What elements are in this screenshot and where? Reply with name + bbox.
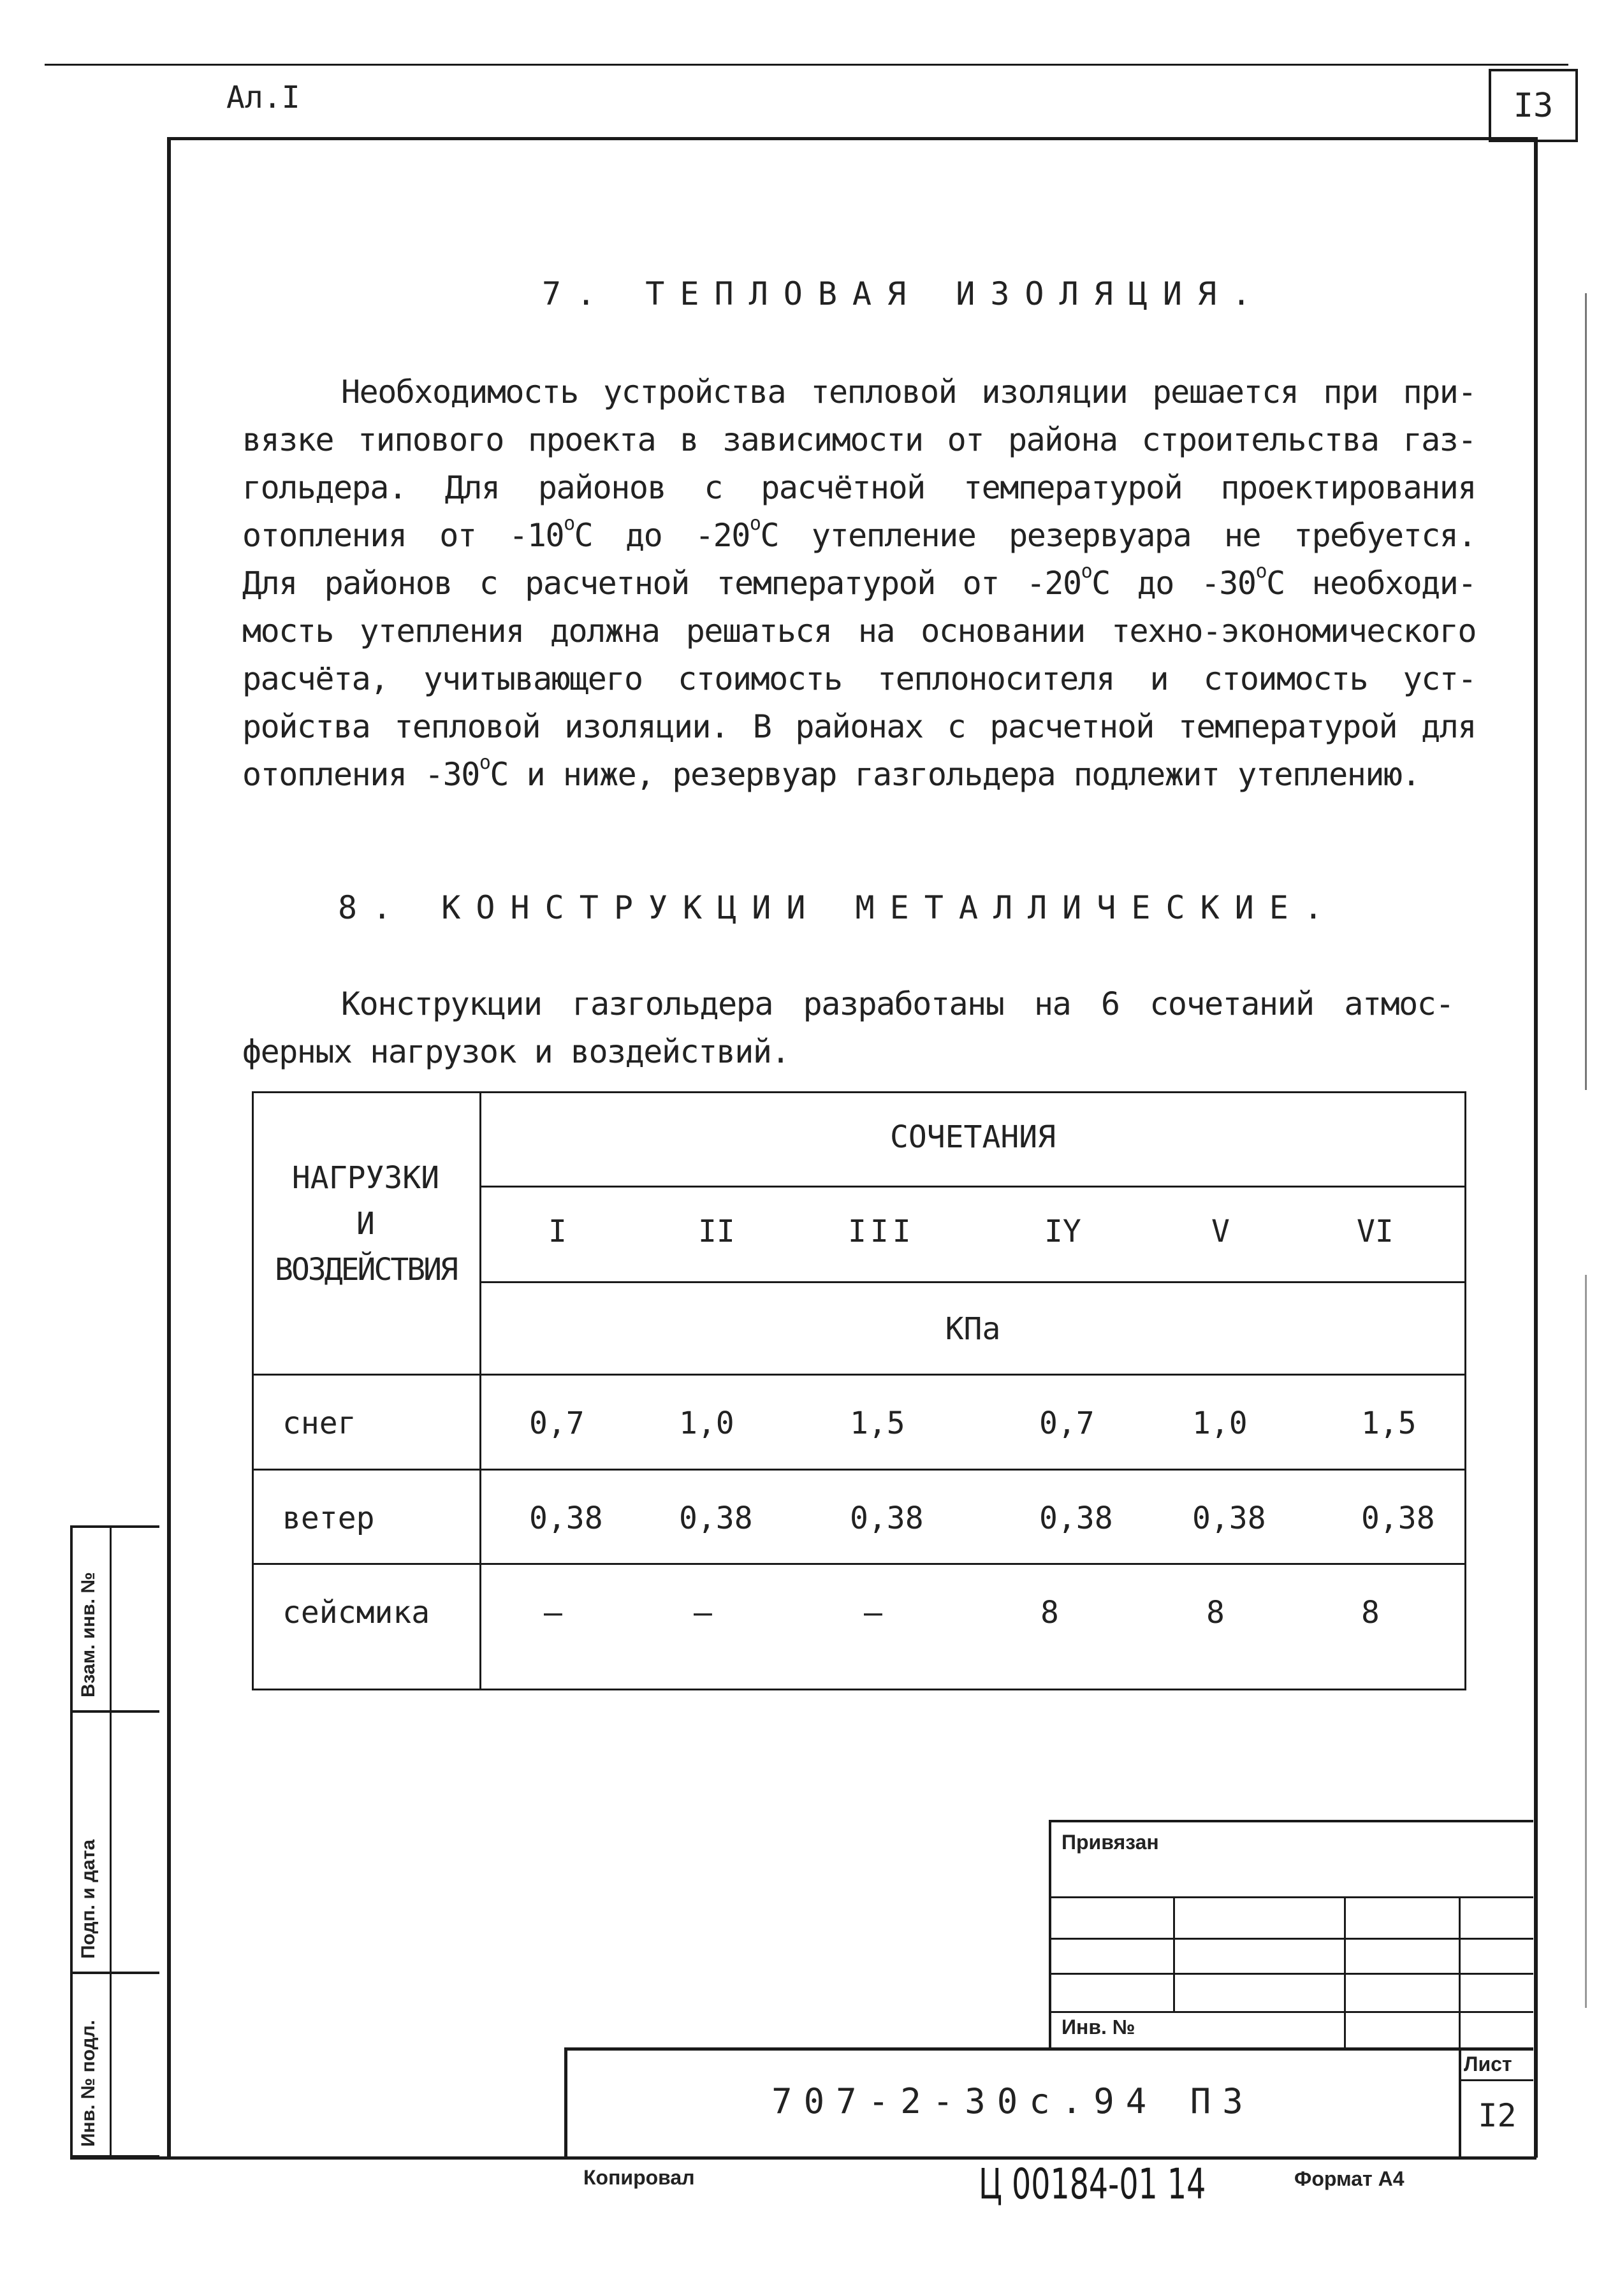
table-cell: 0,38 — [850, 1500, 924, 1536]
column-header: III — [848, 1214, 915, 1249]
copied-label: Копировал — [583, 2166, 695, 2189]
table-rule — [252, 1563, 1466, 1565]
table-cell: 0,38 — [1039, 1500, 1113, 1536]
paragraph-line: Для районов с расчетной температурой от -20$^o$С до -30$^o$С необходи- — [242, 560, 1476, 602]
table-cell: 8 — [1361, 1595, 1380, 1631]
table-cell: 1,5 — [850, 1406, 905, 1441]
document-designation: 707-2-30с.94 ПЗ — [771, 2081, 1255, 2121]
handwritten-code: Ц 00184-01 14 — [979, 2160, 1206, 2209]
group-header: СОЧЕТАНИЯ — [889, 1119, 1056, 1155]
stamp-rule — [70, 2155, 159, 2158]
table-rule — [1464, 1091, 1466, 1690]
privyazan-label: Привязан — [1062, 1831, 1159, 1854]
table-cell: 8 — [1206, 1595, 1225, 1631]
row-header-line: НАГРУЗКИ — [291, 1160, 440, 1196]
list-number: I2 — [1478, 2097, 1517, 2134]
table-cell: 1,0 — [1192, 1406, 1248, 1441]
column-header: II — [698, 1214, 735, 1249]
section-7-paragraph — [242, 368, 1476, 799]
scan-edge-line — [1585, 293, 1587, 1090]
section-8-paragraph — [242, 980, 1454, 1076]
top-rule — [45, 64, 1568, 66]
table-cell: – — [544, 1595, 562, 1631]
stamp-rule — [70, 1972, 159, 1974]
format-label: Формат А4 — [1294, 2167, 1405, 2190]
table-rule — [252, 1374, 1466, 1376]
table-cell: 8 — [1040, 1595, 1059, 1631]
row-label: ветер — [282, 1500, 375, 1536]
stamp-rule — [110, 1525, 112, 2158]
table-cell: 1,0 — [679, 1406, 734, 1441]
inv-podl-label: Инв. № подл. — [78, 2019, 99, 2147]
row-header-line: И — [356, 1206, 375, 1242]
table-rule — [479, 1186, 1466, 1188]
table-rule — [252, 1469, 1466, 1471]
stamp-rule — [70, 1525, 73, 2158]
row-label: снег — [282, 1406, 356, 1441]
table-rule — [479, 1281, 1466, 1283]
vzam-inv-label: Взам. инв. № — [78, 1572, 99, 1697]
column-header: IY — [1044, 1214, 1081, 1249]
table-cell: 0,7 — [529, 1406, 585, 1441]
paragraph-line: расчёта, учитывающего стоимость теплоносителя и стоимость уст- — [242, 660, 1476, 697]
inv-no-label: Инв. № — [1062, 2016, 1135, 2038]
scan-edge-line — [1585, 1275, 1587, 2008]
table-cell: 0,38 — [679, 1500, 753, 1536]
podp-data-label: Подп. и дата — [78, 1839, 99, 1959]
table-cell: 0,7 — [1039, 1406, 1095, 1441]
paragraph-line: ферных нагрузок и воздействий. — [242, 1033, 790, 1070]
table-rule — [479, 1091, 481, 1690]
paragraph-line: отопления -30$^o$С и ниже, резервуар газгольдера подлежит утеплению. — [242, 752, 1420, 793]
column-header: V — [1211, 1214, 1230, 1249]
paragraph-line: вязке типового проекта в зависимости от района строительства газ- — [242, 421, 1476, 458]
table-cell: 0,38 — [1361, 1500, 1435, 1536]
table-cell: 0,38 — [529, 1500, 603, 1536]
table-cell: – — [864, 1595, 882, 1631]
list-label: Лист — [1464, 2053, 1512, 2075]
stamp-rule — [70, 1525, 159, 1528]
table-cell: – — [694, 1595, 712, 1631]
album-label: Ал.I — [226, 80, 300, 115]
paragraph-line: отопления от -10$^o$С до -20$^o$С утепление резервуара не требуется. — [242, 512, 1476, 554]
section-7-title: 7. ТЕПЛОВАЯ ИЗОЛЯЦИЯ. — [542, 275, 1267, 312]
row-header-line: ВОЗДЕЙСТВИЯ — [275, 1252, 456, 1288]
unit-label: КПа — [945, 1311, 1001, 1347]
paragraph-line: Конструкции газгольдера разработаны на 6 сочетаний атмос- — [341, 985, 1454, 1022]
row-label: сейсмика — [282, 1595, 430, 1631]
paragraph-line: мость утепления должна решаться на основании техно-экономического — [242, 613, 1476, 650]
paragraph-line: ройства тепловой изоляции. В районах с расчетной температурой для — [242, 708, 1476, 745]
column-header: I — [548, 1214, 567, 1249]
stamp-rule — [70, 1710, 159, 1713]
table-rule — [252, 1689, 1466, 1690]
paragraph-line: гольдера. Для районов с расчётной температурой проектирования — [242, 469, 1476, 506]
side-stamp — [70, 1525, 159, 2158]
loads-table — [252, 1091, 1466, 1690]
section-8-title: 8. КОНСТРУКЦИИ МЕТАЛЛИЧЕСКИЕ. — [338, 889, 1338, 926]
table-rule — [252, 1091, 1466, 1093]
column-header: VI — [1357, 1214, 1394, 1249]
table-cell: 1,5 — [1361, 1406, 1417, 1441]
sheet-number: I3 — [1489, 69, 1578, 142]
paragraph-line: Необходимость устройства тепловой изоляции решается при при- — [341, 374, 1476, 411]
table-cell: 0,38 — [1192, 1500, 1266, 1536]
